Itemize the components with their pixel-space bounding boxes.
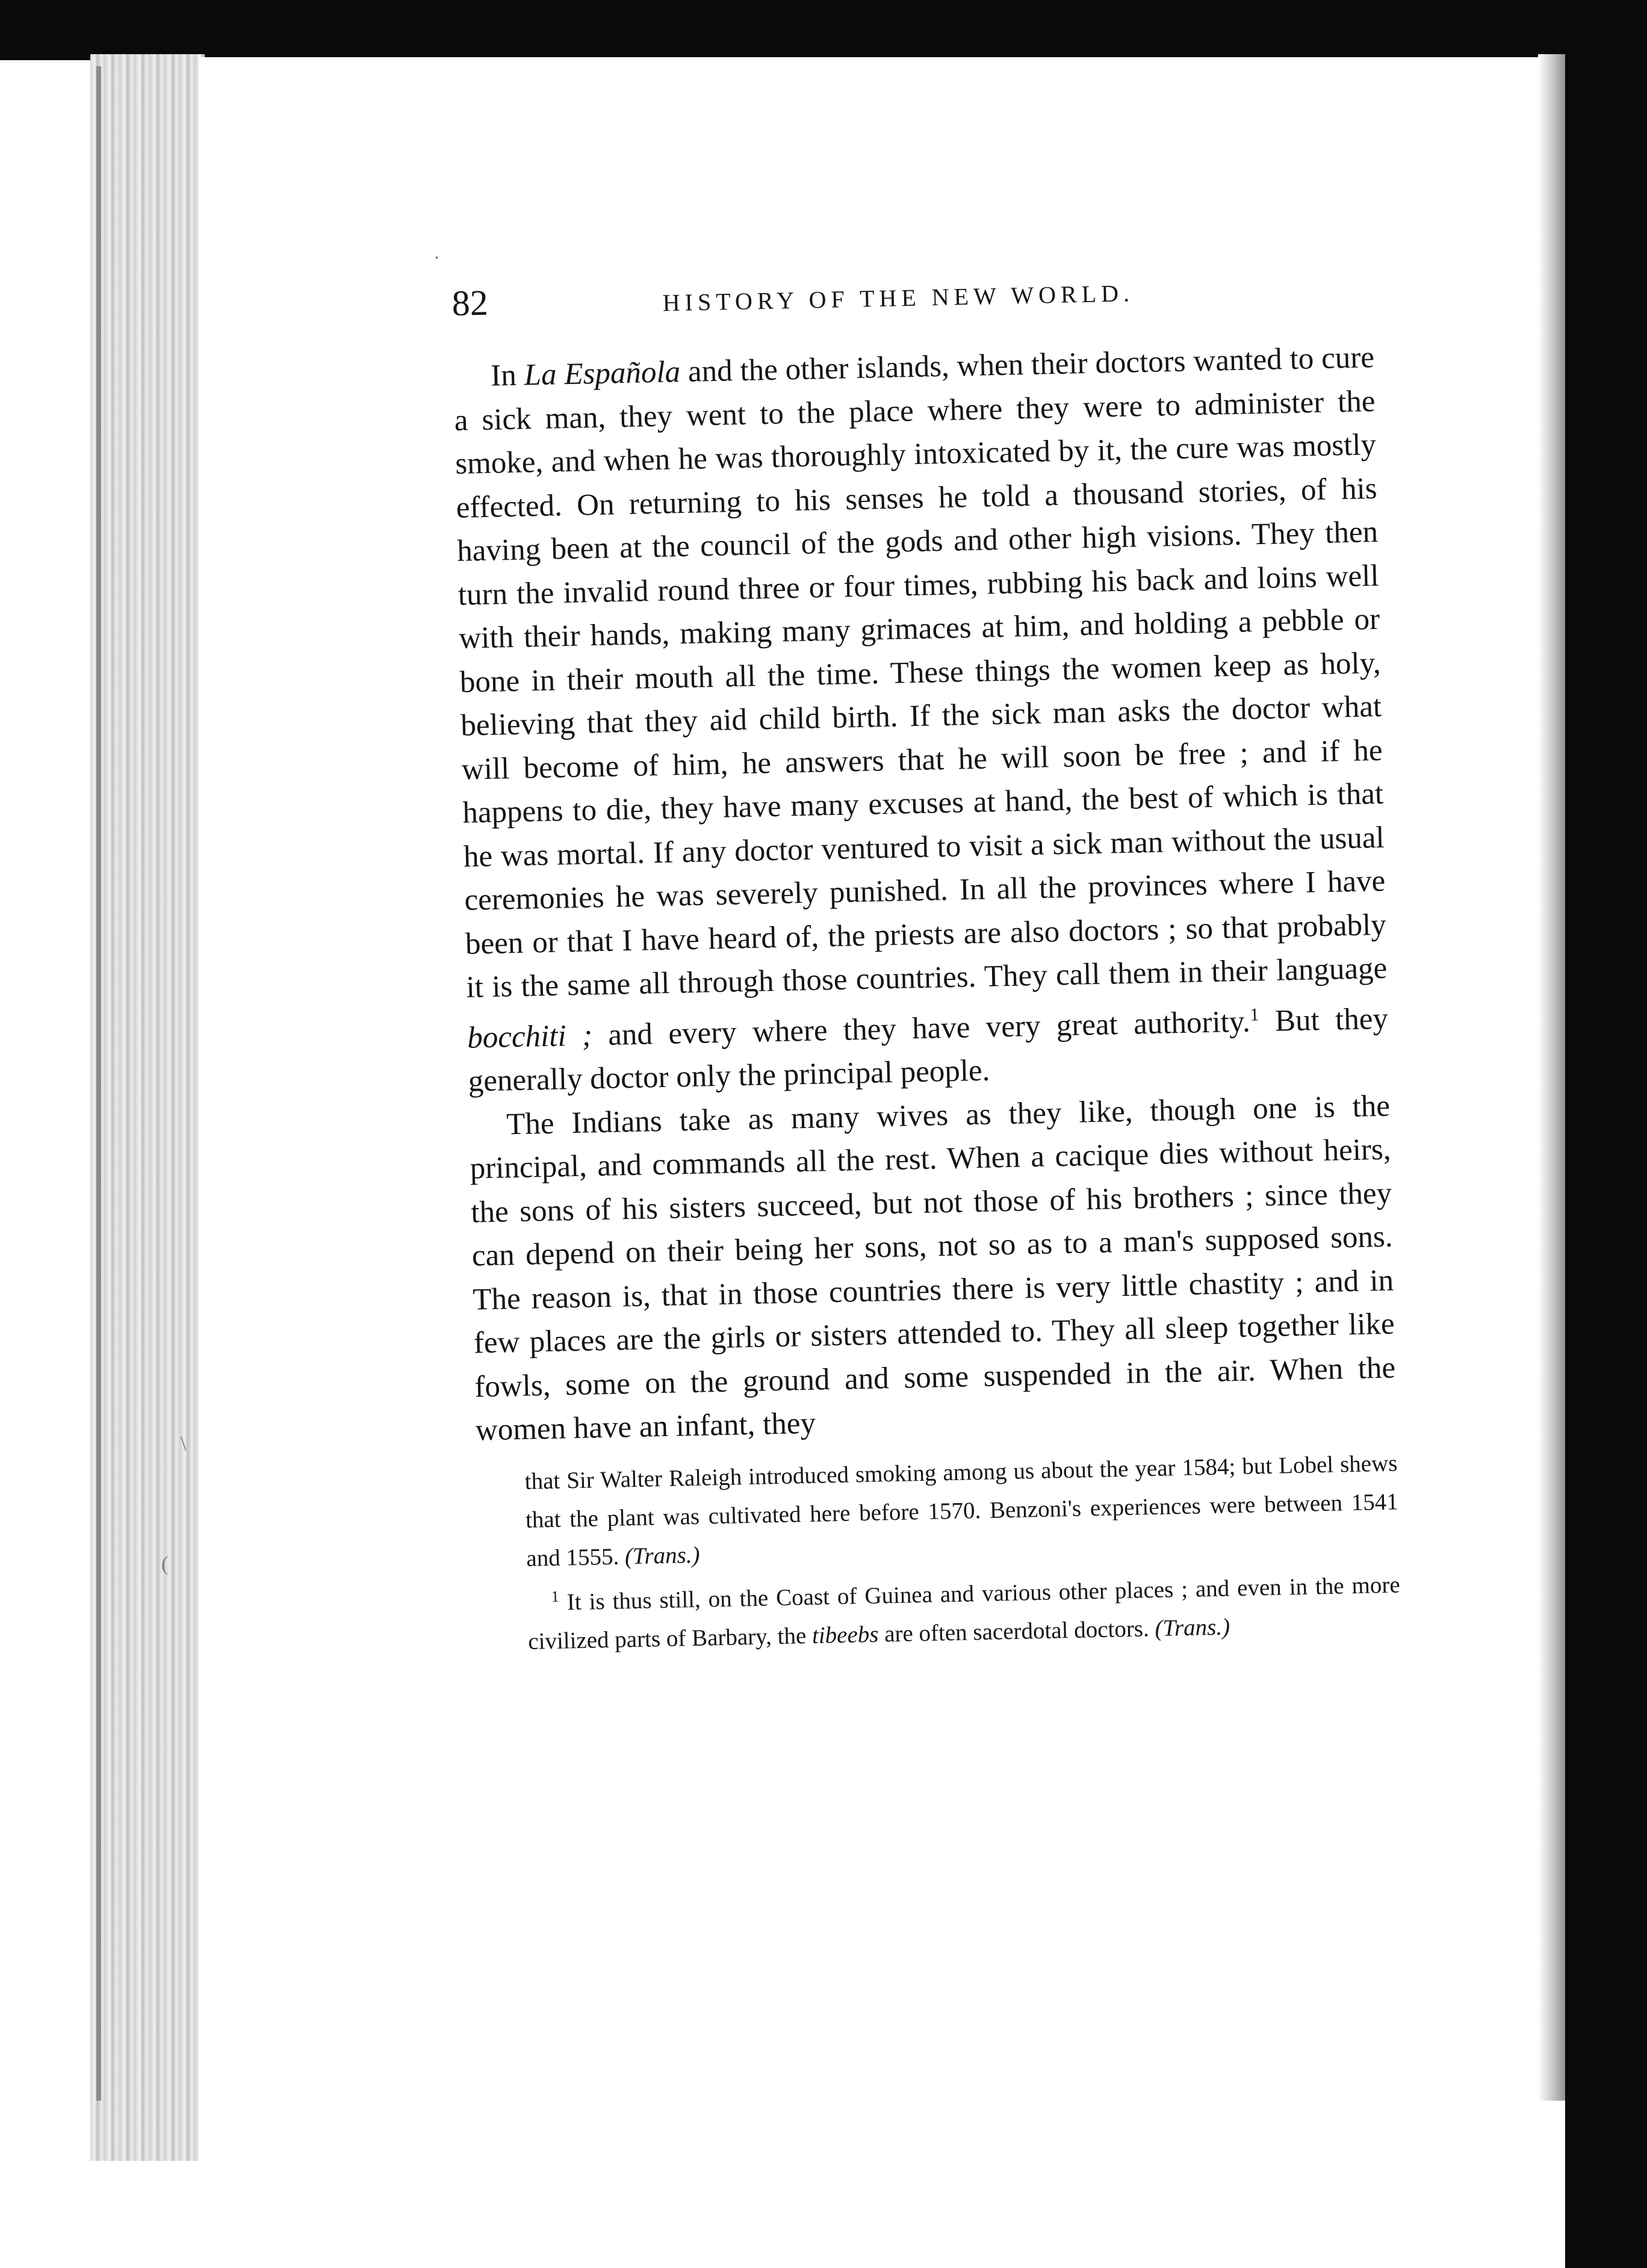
page-number: 82 [451, 282, 489, 323]
footnote-reference: 1 [1250, 1004, 1259, 1024]
paragraph-text: The Indians take as many wives as they like, though one is the principal, and commands all the rest. When a cacique dies without heirs, the sons of his sisters succeed, but not those of his brothers ; since they can depend on their being her sons, not so as to a man's supposed sons. The reason is, that in those countries there is very little chastity ; and in few places are the girls or sisters attended to. They all sleep together like fowls, some on the ground and some suspended in the air. When the women have an infant, they [470, 1089, 1396, 1448]
scan-right-border [1565, 48, 1647, 2268]
paragraph-text: In [490, 358, 525, 393]
scan-speck: \ [181, 1433, 187, 1455]
scan-speck: · [433, 247, 441, 269]
book-spine-shadow [96, 66, 101, 2101]
paragraph-text: But they generally doctor only the principal people. [468, 1002, 1389, 1098]
footnotes [476, 1444, 1401, 1662]
scan-speck: ( [161, 1553, 169, 1575]
translator-note: (Trans.) [1155, 1613, 1230, 1641]
paragraph-text: and the other islands, when their doctors wanted to cure a sick man, they went to the place where they were to administer the smoke, and when he was thoroughly intoxicated by it, the cure was mostly effected. On returning to his senses he told a thousand stories, of his having been at the council of the gods and other high visions. They then turn the invalid round three or four times, rubbing his back and loins well with their hands, making many grimaces at him, and holding a pebble or bone in their mouth all the time. These things the women keep as holy, believing that they aid child birth. If the sick man asks the doctor what will become of him, he answers that he will soon be free ; and if he happens to die, they have many excuses at hand, the best of which is that he was mortal. If any doctor ventured to visit a sick man without the usual ceremonies he was severely punished. In all the provinces where I have been or that I have heard of, the priests are also doctors ; so that probably it is the same all through those countries. They call them in their language [454, 340, 1388, 1005]
native-term-italic: tibeebs [811, 1621, 879, 1649]
scan-top-border [0, 0, 1647, 60]
footnote-continuation [524, 1444, 1400, 1578]
footnote-text: are often sacerdotal doctors. [878, 1615, 1155, 1647]
book-page-edges [90, 54, 205, 2161]
paragraph [469, 1084, 1397, 1452]
page-content [451, 264, 1401, 1662]
native-term-italic: bocchiti ; [467, 1018, 593, 1055]
footnote-marker: 1 [551, 1587, 560, 1605]
footnote-text: that Sir Walter Raleigh introduced smoking among us about the year 1584; but Lobel shews that the plant was cultivated here before 1570. Benzoni's experiences were between 1541 and 1555. [524, 1450, 1399, 1572]
body-text [453, 336, 1397, 1452]
place-name-italic: La Española [524, 355, 681, 392]
translator-note: (Trans.) [624, 1541, 700, 1569]
footnote-text: It is thus still, on the Coast of Guinea and various other places ; and even in the more civilized parts of Barbary, the [527, 1571, 1401, 1655]
running-title: HISTORY OF THE NEW WORLD. [662, 279, 1135, 317]
paragraph-text: and every where they have very great authority. [592, 1004, 1251, 1052]
paragraph [453, 336, 1390, 1103]
